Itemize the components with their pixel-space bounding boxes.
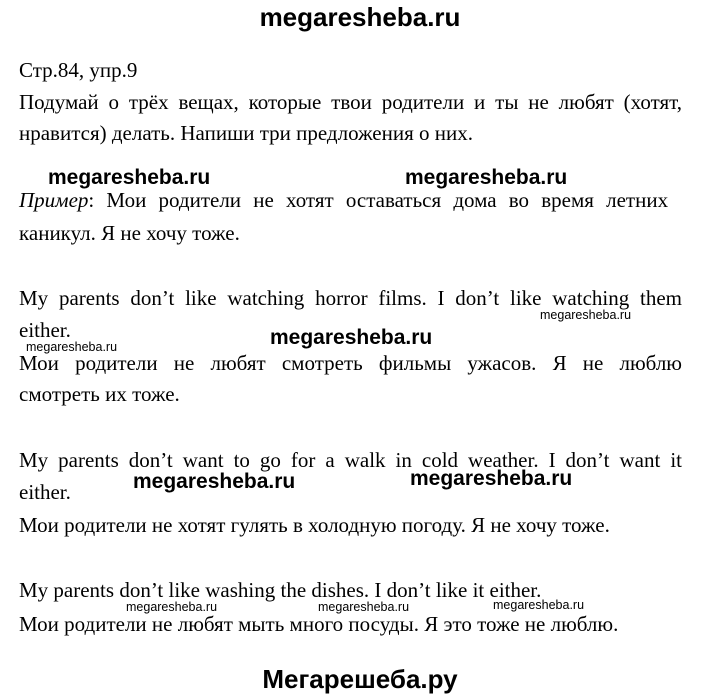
footer-watermark: Мегарешеба.ру — [262, 664, 458, 694]
example-text: : Мои родители не хотят оставаться дома во время летних — [88, 188, 669, 212]
watermark: megaresheba.ru — [270, 326, 433, 349]
example-label: Пример — [19, 188, 89, 212]
answer-3-english-line-1: My parents don’t like washing the dishes. I don’t like it either. — [19, 578, 542, 602]
watermark-small: megaresheba.ru — [318, 600, 410, 614]
answer-2-english-line-2: either. — [19, 480, 71, 504]
answer-1-russian-line-2: смотреть их тоже. — [19, 382, 180, 406]
watermark: megaresheba.ru — [410, 467, 573, 490]
watermark-small: megaresheba.ru — [26, 340, 118, 354]
answer-3-russian-line-1: Мои родители не любят мыть много посуды. Я это тоже не люблю. — [19, 612, 619, 636]
answer-2-russian-line-1: Мои родители не хотят гулять в холодную погоду. Я не хочу тоже. — [19, 513, 610, 537]
watermark-small: megaresheba.ru — [493, 598, 585, 612]
watermark-small: megaresheba.ru — [126, 600, 218, 614]
answer-1-russian-line-1: Мои родители не любят смотреть фильмы ужасов. Я не люблю — [19, 351, 682, 375]
watermark-small: megaresheba.ru — [540, 308, 632, 322]
answer-2-english-line-1: My parents don’t want to go for a walk in cold weather. I don’t want it — [19, 448, 682, 472]
watermark: megaresheba.ru — [133, 470, 296, 493]
task-text-line-2: нравится) делать. Напиши три предложения о них. — [19, 121, 473, 145]
header-watermark: megaresheba.ru — [259, 2, 461, 32]
watermark: megaresheba.ru — [405, 166, 568, 189]
example-line-2: каникул. Я не хочу тоже. — [19, 221, 240, 245]
watermark: megaresheba.ru — [48, 166, 211, 189]
example-line-1 — [19, 188, 668, 212]
answer-1-english-line-2: either. — [19, 318, 71, 342]
answer-1-english-line-1: My parents don’t like watching horror films. I don’t like watching them — [19, 286, 682, 310]
exercise-reference: Стр.84, упр.9 — [19, 58, 138, 82]
task-text-line-1: Подумай о трёх вещах, которые твои родители и ты не любят (хотят, — [19, 90, 682, 114]
